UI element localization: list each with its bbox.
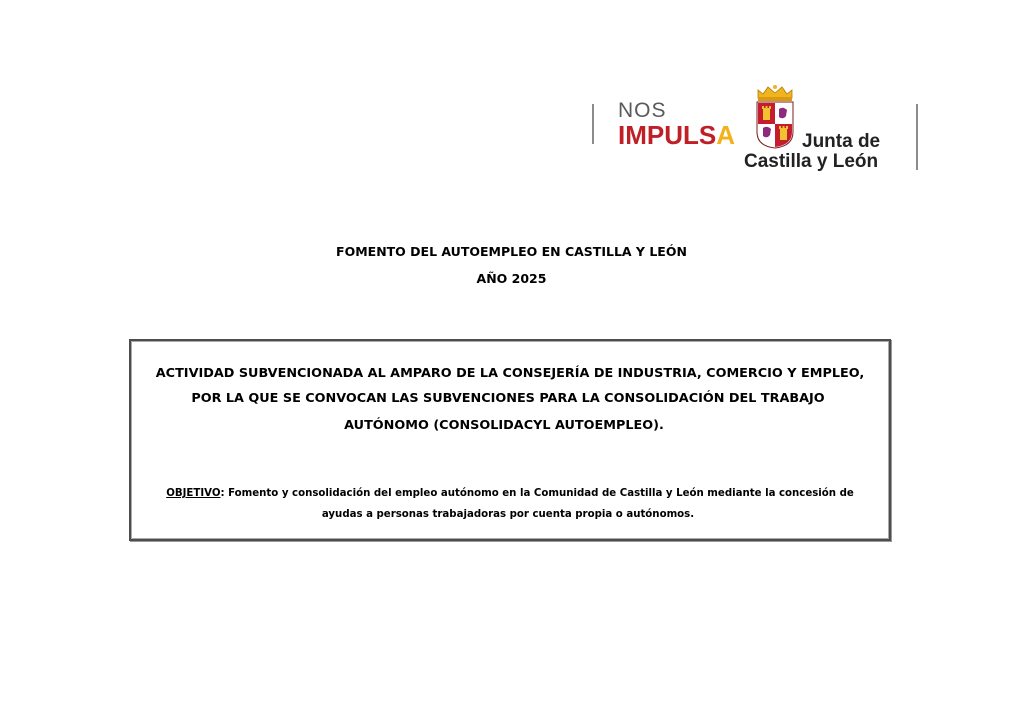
coat-of-arms-icon: [754, 84, 796, 150]
activity-box: [129, 339, 891, 541]
objective-label: OBJETIVO: [166, 488, 221, 499]
logo-separator-right: [916, 104, 918, 170]
logo-impulsa-text: [618, 121, 738, 149]
logo-separator-left: [592, 104, 594, 144]
jcyl-line1: Junta de: [802, 131, 881, 152]
page-year: AÑO 2025: [476, 271, 547, 286]
jcyl-line2: Castilla y León: [744, 151, 879, 172]
objective-text-1: : Fomento y consolidación del empleo autónomo en la Comunidad de Castilla y León mediante la concesión de: [220, 488, 854, 499]
objective-line-1: [131, 488, 889, 499]
logo-nos-text: NOS: [618, 99, 667, 122]
activity-line-1: ACTIVIDAD SUBVENCIONADA AL AMPARO DE LA CONSEJERÍA DE INDUSTRIA, COMERCIO Y EMPLEO,: [155, 366, 865, 381]
activity-line-3: AUTÓNOMO (CONSOLIDACYL AUTOEMPLEO).: [344, 418, 664, 433]
objective-line-2: ayudas a personas trabajadoras por cuenta propia o autónomos.: [321, 509, 695, 520]
activity-line-2: POR LA QUE SE CONVOCAN LAS SUBVENCIONES PARA LA CONSOLIDACIÓN DEL TRABAJO: [191, 391, 825, 406]
nos-impulsa-logo: [618, 100, 738, 160]
logo-a-text: A: [716, 120, 736, 150]
logo-impuls-text: IMPULS: [618, 120, 717, 150]
page-title: FOMENTO DEL AUTOEMPLEO EN CASTILLA Y LEÓN: [336, 244, 687, 259]
junta-castilla-leon-logo: [744, 84, 914, 176]
